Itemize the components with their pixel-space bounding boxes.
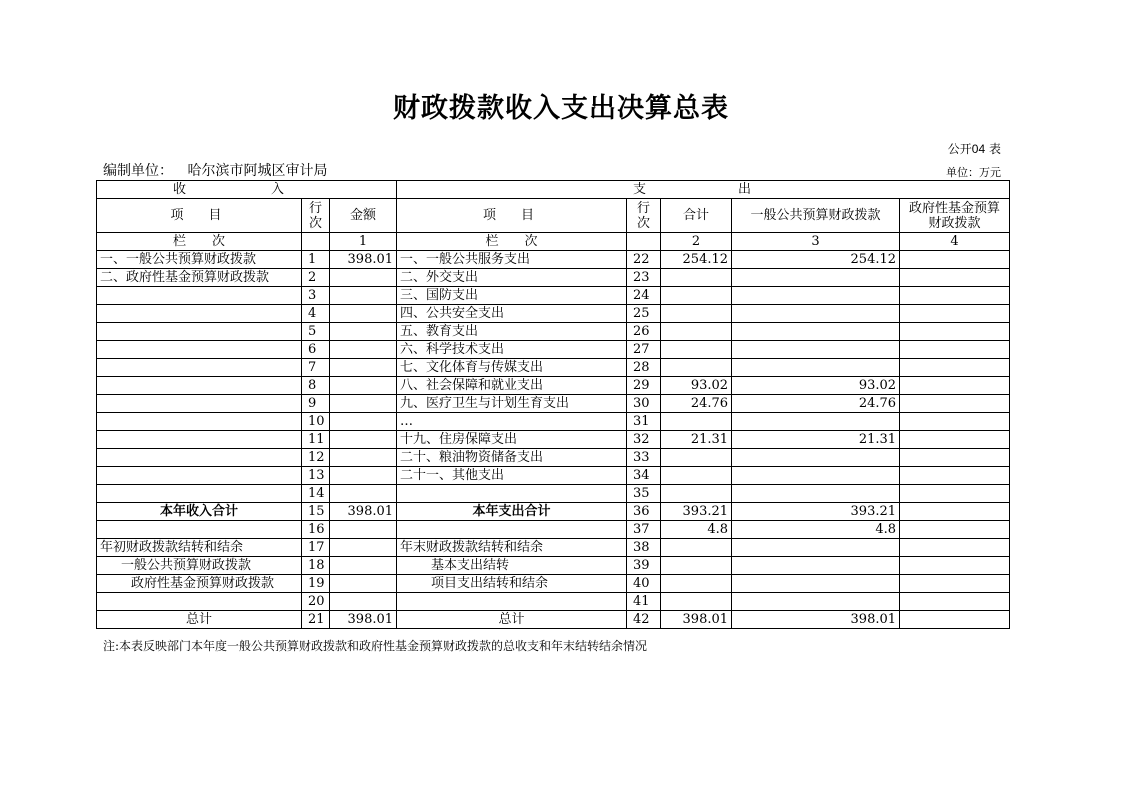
general-budget-cell <box>732 575 900 593</box>
expense-total-cell <box>661 485 732 503</box>
expense-line-no-cell: 31 <box>627 413 661 431</box>
table-row <box>97 413 1010 431</box>
income-section-header: 收 入 <box>97 181 397 199</box>
expense-line-no-cell: 41 <box>627 593 661 611</box>
gov-fund-cell <box>900 287 1010 305</box>
income-item-cell: 总计 <box>97 611 302 629</box>
table-row <box>97 305 1010 323</box>
expense-column-label: 栏 次 <box>397 233 627 251</box>
footnote: 注:本表反映部门本年度一般公共预算财政拨款和政府性基金预算财政拨款的总收支和年末结转结余情况 <box>103 639 648 653</box>
expense-total-cell <box>661 557 732 575</box>
table-row <box>97 341 1010 359</box>
gov-fund-cell <box>900 377 1010 395</box>
expense-line-no-cell: 42 <box>627 611 661 629</box>
income-amount-cell <box>330 287 397 305</box>
general-budget-cell <box>732 593 900 611</box>
income-item-cell <box>97 323 302 341</box>
expense-total-cell <box>661 413 732 431</box>
expense-total-cell <box>661 341 732 359</box>
expense-line-no-cell: 39 <box>627 557 661 575</box>
col-3-label: 3 <box>732 233 900 251</box>
income-item-cell <box>97 287 302 305</box>
money-unit: 单位：万元 <box>946 166 1001 179</box>
expense-line-no-header: 行次 <box>627 199 661 233</box>
gov-fund-header: 政府性基金预算财政拨款 <box>900 199 1010 233</box>
general-budget-cell <box>732 557 900 575</box>
expense-total-cell: 398.01 <box>661 611 732 629</box>
table-row <box>97 431 1010 449</box>
income-item-cell <box>97 593 302 611</box>
general-budget-cell: 21.31 <box>732 431 900 449</box>
expense-total-cell <box>661 305 732 323</box>
general-budget-cell: 254.12 <box>732 251 900 269</box>
general-budget-cell: 398.01 <box>732 611 900 629</box>
gov-fund-cell <box>900 503 1010 521</box>
expense-item-cell: 二十、粮油物资储备支出 <box>397 449 627 467</box>
expense-item-cell: 本年支出合计 <box>397 503 627 521</box>
table-row <box>97 269 1010 287</box>
table-row <box>97 503 1010 521</box>
income-line-no-cell: 7 <box>302 359 330 377</box>
table-row <box>97 575 1010 593</box>
income-line-no-cell: 13 <box>302 467 330 485</box>
expense-item-cell: 七、文化体育与传媒支出 <box>397 359 627 377</box>
general-budget-cell <box>732 485 900 503</box>
form-number-prefix: 公开 <box>947 142 972 156</box>
page-title: 财政拨款收入支出决算总表 <box>393 93 729 124</box>
col-1-label: 1 <box>330 233 397 251</box>
income-amount-cell <box>330 485 397 503</box>
table-row <box>97 449 1010 467</box>
expense-total-cell: 393.21 <box>661 503 732 521</box>
table-row <box>97 251 1010 269</box>
expense-total-cell <box>661 467 732 485</box>
org-label: 编制单位： <box>103 163 173 179</box>
table-row <box>97 557 1010 575</box>
gov-fund-cell <box>900 611 1010 629</box>
income-line-no-header: 行次 <box>302 199 330 233</box>
income-amount-cell <box>330 449 397 467</box>
gov-fund-cell <box>900 539 1010 557</box>
form-number <box>900 140 1001 157</box>
expense-item-cell: 二十一、其他支出 <box>397 467 627 485</box>
table-body <box>97 181 1010 629</box>
expense-item-cell: 年末财政拨款结转和结余 <box>397 539 627 557</box>
expense-total-cell <box>661 539 732 557</box>
income-item-cell <box>97 305 302 323</box>
income-item-cell: 本年收入合计 <box>97 503 302 521</box>
income-line-no-cell: 8 <box>302 377 330 395</box>
income-line-no-cell: 10 <box>302 413 330 431</box>
expense-total-cell <box>661 359 732 377</box>
income-line-no-cell: 20 <box>302 593 330 611</box>
income-amount-cell <box>330 431 397 449</box>
table-row <box>97 593 1010 611</box>
income-item-header: 项 目 <box>97 199 302 233</box>
income-line-no-cell: 1 <box>302 251 330 269</box>
income-item-cell <box>97 413 302 431</box>
income-amount-cell <box>330 557 397 575</box>
income-column-label: 栏 次 <box>97 233 302 251</box>
general-budget-cell: 393.21 <box>732 503 900 521</box>
income-amount-cell <box>330 305 397 323</box>
table-row <box>97 539 1010 557</box>
general-budget-header: 一般公共预算财政拨款 <box>732 199 900 233</box>
income-item-cell: 一般公共预算财政拨款 <box>97 557 302 575</box>
general-budget-cell <box>732 287 900 305</box>
income-item-cell <box>97 431 302 449</box>
income-amount-cell <box>330 521 397 539</box>
income-amount-cell <box>330 539 397 557</box>
income-amount-cell <box>330 359 397 377</box>
gov-fund-cell <box>900 269 1010 287</box>
gov-fund-cell <box>900 485 1010 503</box>
income-line-no-cell: 12 <box>302 449 330 467</box>
income-item-cell <box>97 341 302 359</box>
income-line-no-cell: 5 <box>302 323 330 341</box>
expense-line-no-cell: 35 <box>627 485 661 503</box>
income-item-cell <box>97 449 302 467</box>
income-line-no-cell: 4 <box>302 305 330 323</box>
expense-section-header: 支 出 <box>397 181 1010 199</box>
expense-line-no-cell: 28 <box>627 359 661 377</box>
col-2-label: 2 <box>661 233 732 251</box>
table-row <box>97 395 1010 413</box>
expense-line-no-cell: 36 <box>627 503 661 521</box>
general-budget-cell <box>732 359 900 377</box>
general-budget-cell <box>732 341 900 359</box>
expense-total-cell <box>661 575 732 593</box>
expense-line-no-cell: 40 <box>627 575 661 593</box>
table-row <box>97 611 1010 629</box>
income-item-cell: 年初财政拨款结转和结余 <box>97 539 302 557</box>
gov-fund-cell <box>900 395 1010 413</box>
gov-fund-cell <box>900 305 1010 323</box>
org-line <box>103 160 327 180</box>
column-header-row <box>97 199 1010 233</box>
expense-line-no-cell: 26 <box>627 323 661 341</box>
income-amount-cell <box>330 395 397 413</box>
gov-fund-cell <box>900 413 1010 431</box>
gov-fund-cell <box>900 359 1010 377</box>
income-line-no-cell: 15 <box>302 503 330 521</box>
expense-line-no-cell: 37 <box>627 521 661 539</box>
income-line-no-cell: 18 <box>302 557 330 575</box>
expense-line-no-cell: 29 <box>627 377 661 395</box>
form-number-suffix: 表 <box>988 142 1001 156</box>
expense-item-cell: 基本支出结转 <box>397 557 627 575</box>
gov-fund-cell <box>900 323 1010 341</box>
expense-line-no-cell: 23 <box>627 269 661 287</box>
table-row <box>97 485 1010 503</box>
income-amount-cell: 398.01 <box>330 251 397 269</box>
general-budget-cell <box>732 539 900 557</box>
income-item-cell: 二、政府性基金预算财政拨款 <box>97 269 302 287</box>
expense-line-no-blank <box>627 233 661 251</box>
general-budget-cell <box>732 467 900 485</box>
income-line-no-cell: 19 <box>302 575 330 593</box>
income-amount-cell <box>330 323 397 341</box>
income-line-no-blank <box>302 233 330 251</box>
income-amount-cell <box>330 593 397 611</box>
org-name: 哈尔滨市阿城区审计局 <box>187 163 328 179</box>
general-budget-cell <box>732 305 900 323</box>
income-line-no-cell: 3 <box>302 287 330 305</box>
general-budget-cell <box>732 269 900 287</box>
gov-fund-cell <box>900 521 1010 539</box>
col-4-label: 4 <box>900 233 1010 251</box>
expense-item-cell: 总计 <box>397 611 627 629</box>
expense-item-cell <box>397 485 627 503</box>
general-budget-cell: 4.8 <box>732 521 900 539</box>
income-item-cell <box>97 467 302 485</box>
income-amount-cell <box>330 413 397 431</box>
income-amount-cell: 398.01 <box>330 503 397 521</box>
expense-total-header: 合计 <box>661 199 732 233</box>
expense-total-cell: 254.12 <box>661 251 732 269</box>
table-row <box>97 323 1010 341</box>
income-amount-cell <box>330 575 397 593</box>
expense-item-cell: 项目支出结转和结余 <box>397 575 627 593</box>
expense-line-no-cell: 34 <box>627 467 661 485</box>
expense-item-cell: 八、社会保障和就业支出 <box>397 377 627 395</box>
expense-line-no-cell: 30 <box>627 395 661 413</box>
expense-total-cell <box>661 269 732 287</box>
table-row <box>97 359 1010 377</box>
income-item-cell <box>97 377 302 395</box>
expense-total-cell: 21.31 <box>661 431 732 449</box>
income-item-cell: 一、一般公共预算财政拨款 <box>97 251 302 269</box>
gov-fund-cell <box>900 593 1010 611</box>
income-amount-cell <box>330 341 397 359</box>
gov-fund-cell <box>900 467 1010 485</box>
expense-line-no-cell: 25 <box>627 305 661 323</box>
income-amount-cell: 398.01 <box>330 611 397 629</box>
income-amount-cell <box>330 467 397 485</box>
income-amount-header: 金额 <box>330 199 397 233</box>
section-header-row <box>97 181 1010 199</box>
general-budget-cell: 93.02 <box>732 377 900 395</box>
gov-fund-cell <box>900 341 1010 359</box>
general-budget-cell <box>732 449 900 467</box>
expense-total-cell: 24.76 <box>661 395 732 413</box>
income-line-no-cell: 2 <box>302 269 330 287</box>
expense-total-cell <box>661 287 732 305</box>
expense-total-cell: 4.8 <box>661 521 732 539</box>
income-item-cell <box>97 395 302 413</box>
expense-item-cell: … <box>397 413 627 431</box>
expense-item-cell: 六、科学技术支出 <box>397 341 627 359</box>
expense-item-cell <box>397 521 627 539</box>
expense-item-cell: 四、公共安全支出 <box>397 305 627 323</box>
table-row <box>97 521 1010 539</box>
gov-fund-cell <box>900 557 1010 575</box>
income-line-no-cell: 21 <box>302 611 330 629</box>
expense-total-cell <box>661 323 732 341</box>
expense-line-no-cell: 22 <box>627 251 661 269</box>
expense-item-cell: 九、医疗卫生与计划生育支出 <box>397 395 627 413</box>
expense-total-cell <box>661 449 732 467</box>
expense-line-no-cell: 38 <box>627 539 661 557</box>
table-row <box>97 377 1010 395</box>
gov-fund-cell <box>900 251 1010 269</box>
expense-item-cell: 五、教育支出 <box>397 323 627 341</box>
gov-fund-cell <box>900 575 1010 593</box>
column-number-row <box>97 233 1010 251</box>
general-budget-cell <box>732 413 900 431</box>
expense-item-cell: 三、国防支出 <box>397 287 627 305</box>
form-number-value: 04 <box>971 142 986 156</box>
final-accounts-table <box>96 180 1010 629</box>
income-line-no-cell: 6 <box>302 341 330 359</box>
income-amount-cell <box>330 269 397 287</box>
income-item-cell: 政府性基金预算财政拨款 <box>97 575 302 593</box>
income-item-cell <box>97 521 302 539</box>
expense-total-cell <box>661 593 732 611</box>
expense-item-header: 项 目 <box>397 199 627 233</box>
table-row <box>97 467 1010 485</box>
income-line-no-cell: 16 <box>302 521 330 539</box>
income-amount-cell <box>330 377 397 395</box>
income-line-no-cell: 17 <box>302 539 330 557</box>
gov-fund-cell <box>900 449 1010 467</box>
gov-fund-cell <box>900 431 1010 449</box>
expense-total-cell: 93.02 <box>661 377 732 395</box>
income-item-cell <box>97 485 302 503</box>
income-line-no-cell: 9 <box>302 395 330 413</box>
expense-item-cell: 二、外交支出 <box>397 269 627 287</box>
expense-item-cell: 一、一般公共服务支出 <box>397 251 627 269</box>
expense-line-no-cell: 32 <box>627 431 661 449</box>
expense-line-no-cell: 27 <box>627 341 661 359</box>
expense-item-cell: 十九、住房保障支出 <box>397 431 627 449</box>
income-item-cell <box>97 359 302 377</box>
expense-line-no-cell: 33 <box>627 449 661 467</box>
expense-item-cell <box>397 593 627 611</box>
expense-line-no-cell: 24 <box>627 287 661 305</box>
general-budget-cell: 24.76 <box>732 395 900 413</box>
income-line-no-cell: 14 <box>302 485 330 503</box>
table-row <box>97 287 1010 305</box>
general-budget-cell <box>732 323 900 341</box>
income-line-no-cell: 11 <box>302 431 330 449</box>
